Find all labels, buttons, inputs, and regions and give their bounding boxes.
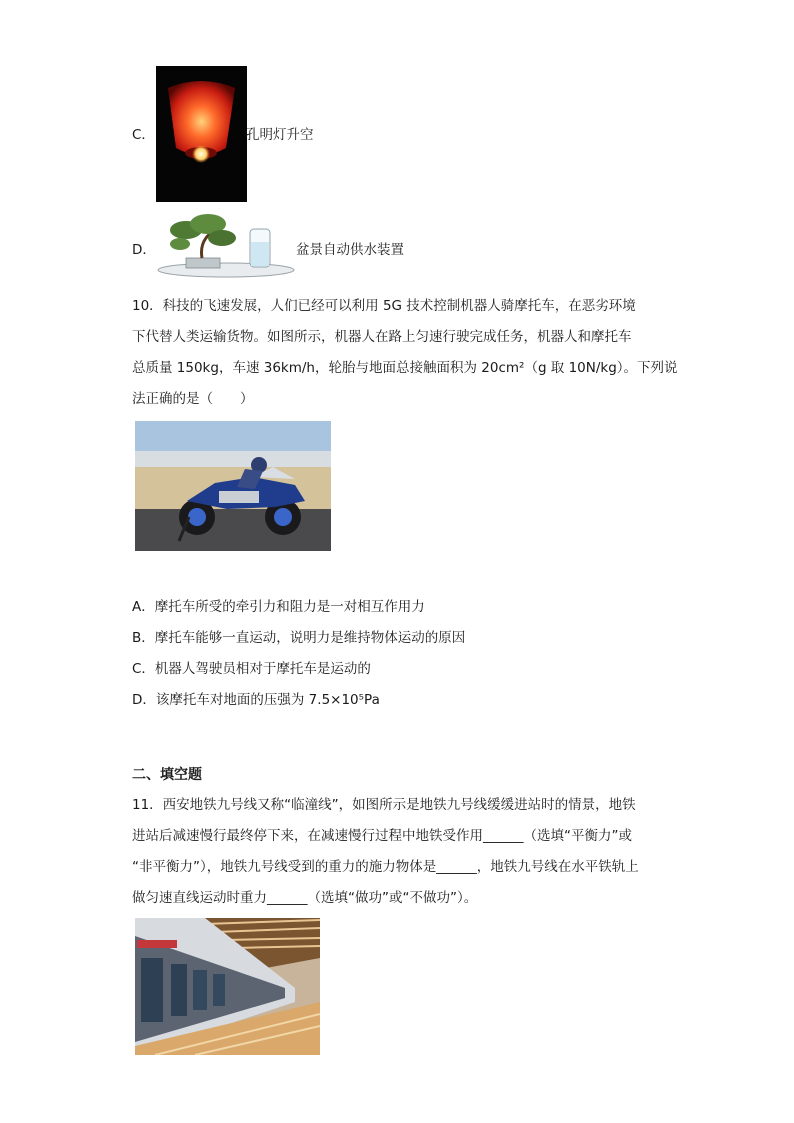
q10-option-d: D．该摩托车对地面的压强为 7.5×10⁵Pa [132, 692, 380, 708]
option-c-letter: C． [132, 127, 155, 143]
q10-option-c: C．机器人驾驶员相对于摩托车是运动的 [132, 661, 371, 677]
section-title-fill-blank: 二、填空题 [132, 767, 202, 783]
q11-line-4: 做匀速直线运动时重力______（选填“做功”或“不做功”）。 [132, 890, 478, 906]
q11-line-3: “非平衡力”），地铁九号线受到的重力的施力物体是______，地铁九号线在水平铁轨上 [132, 859, 639, 875]
q10-line-1: 10．科技的飞速发展，人们已经可以利用 5G 技术控制机器人骑摩托车，在恶劣环境 [132, 298, 636, 314]
q10-line-4: 法正确的是（ ） [132, 391, 254, 407]
q10-option-b: B．摩托车能够一直运动，说明力是维持物体运动的原因 [132, 630, 466, 646]
robot-motorcycle-image [135, 421, 331, 551]
option-d-text: 盆景自动供水装置 [296, 242, 404, 258]
option-c-text: 孔明灯升空 [246, 127, 314, 143]
sky-lantern-image [156, 66, 247, 202]
q10-line-2: 下代替人类运输货物。如图所示，机器人在路上匀速行驶完成任务，机器人和摩托车 [132, 329, 632, 345]
option-d-letter: D． [132, 242, 156, 258]
q11-line-2: 进站后减速慢行最终停下来，在减速慢行过程中地铁受作用______（选填“平衡力”或 [132, 828, 632, 844]
q11-line-1: 11．西安地铁九号线又称“临潼线”，如图所示是地铁九号线缓缓进站时的情景，地铁 [132, 797, 636, 813]
bonsai-water-device-image [156, 212, 296, 280]
q10-option-a: A．摩托车所受的牵引力和阻力是一对相互作用力 [132, 599, 425, 615]
metro-station-image [135, 918, 320, 1055]
q10-line-3: 总质量 150kg，车速 36km/h，轮胎与地面总接触面积为 20cm²（g 取 10N/kg）。下列说 [132, 360, 678, 376]
